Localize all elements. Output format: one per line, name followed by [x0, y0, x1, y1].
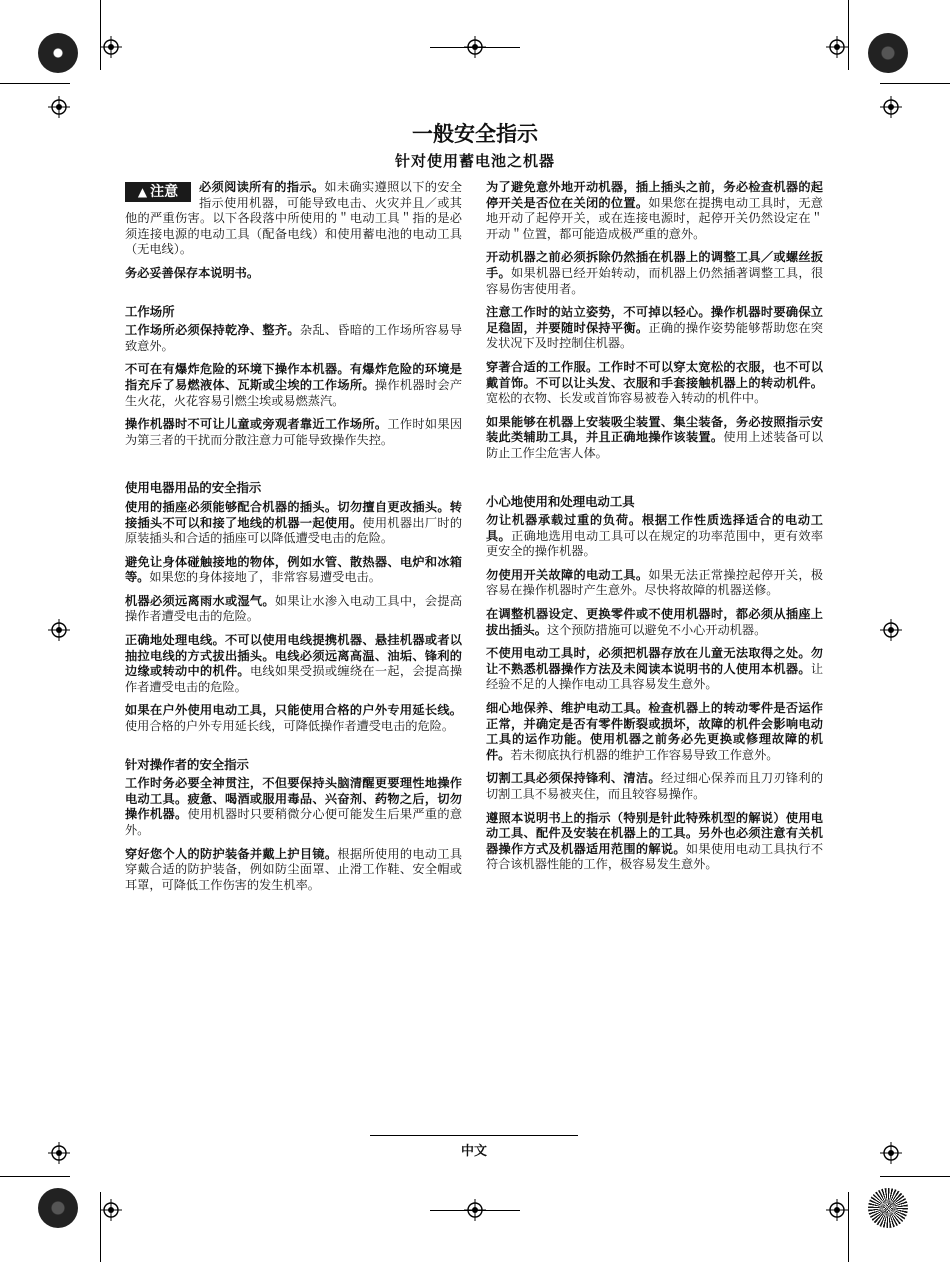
safety-paragraph: 不可在有爆炸危险的环境下操作本机器。有爆炸危险的环境是指充斥了易燃液体、瓦斯或尘埃的工作场所。操作机器时会产生火花，火花容易引燃尘埃或易燃蒸汽。: [125, 362, 463, 408]
registration-mark-icon: [464, 1199, 486, 1221]
registration-mark-icon: [100, 36, 122, 58]
page-title: 一般安全指示: [412, 122, 538, 146]
left-column: [125, 180, 462, 901]
warning-badge: [125, 182, 191, 202]
registration-mark-icon: [880, 1142, 902, 1164]
registration-mark-icon: [880, 96, 902, 118]
section-heading-work-area: 工作场所: [125, 303, 175, 319]
safety-paragraph: 避免让身体碰触接地的物体，例如水管、散热器、电炉和冰箱等。如果您的身体接地了，非常容易遭受电击。: [125, 554, 462, 585]
color-rosette-icon: [38, 1188, 78, 1228]
intro-paragraph: 必须阅读所有的指示。如未确实遵照以下的安全指示使用机器，可能导致电击、火灾并且／或其他的严重伤害。以下各段落中所使用的＂电动工具＂指的是必须连接电源的电动工具（配备电线）和使用蓄电池的电动工具（无电线）。: [125, 180, 462, 257]
safety-paragraph: 勿让机器承载过重的负荷。根据工作性质选择适合的电动工具。正确地选用电动工具可以在规定的功率范围中，更有效率更安全的操作机器。: [486, 513, 824, 559]
safety-paragraph: 注意工作时的站立姿势，不可掉以轻心。操作机器时要确保立足稳固，并要随时保持平衡。正确的操作姿势能够帮助您在突发状况下及时控制住机器。: [486, 305, 823, 351]
registration-mark-icon: [48, 96, 70, 118]
safety-paragraph: 工作场所必须保持乾净、整齐。杂乱、昏暗的工作场所容易导致意外。: [125, 323, 463, 353]
safety-paragraph: 工作时务必要全神贯注，不但要保持头脑清醒更要理性地操作电动工具。疲惫、喝酒或服用毒品、兴奋剂、药物之后，切勿操作机器。使用机器时只要稍微分心便可能发生后果严重的意外。: [125, 776, 463, 837]
keep-instructions: 务必妥善保存本说明书。: [125, 265, 260, 280]
warning-badge-label: 注意: [150, 184, 179, 200]
safety-paragraph: 在调整机器设定、更换零件或不使用机器时，都必须从插座上拔出插头。这个预防措施可以避免不小心开动机器。: [486, 607, 823, 637]
right-column: [486, 180, 823, 881]
safety-paragraph: 穿著合适的工作服。工作时不可以穿太宽松的衣服，也不可以戴首饰。不可以让头发、衣服和手套接触机器上的转动机件。宽松的衣物、长发或首饰容易被卷入转动的机件中。: [486, 359, 823, 406]
safety-paragraph: 使用的插座必须能够配合机器的插头。切勿擅自更改插头。转接插头不可以和接了地线的机器一起使用。使用机器出厂时的原装插头和合适的插座可以降低遭受电击的危险。: [125, 499, 463, 546]
color-rosette-icon: [38, 33, 78, 73]
crop-mark: [880, 83, 950, 84]
safety-paragraph: 遵照本说明书上的指示（特别是针此特殊机型的解说）使用电动工具、配件及安装在机器上的工具。另外也必须注意有关机器操作方式及机器适用范围的解说。如果使用电动工具执行不符合该机器性能的工作，极容易发生意外。: [486, 810, 824, 872]
color-rosette-icon: [868, 1188, 908, 1228]
crop-mark: [100, 0, 101, 70]
safety-paragraph: 如果能够在机器上安装吸尘装置、集尘装备，务必按照指示安装此类辅助工具，并且正确地操作该装置。使用上述装备可以防止工作尘危害人体。: [486, 414, 824, 460]
section-heading-electrical: 使用电器用品的安全指示: [125, 480, 262, 496]
crop-mark: [0, 1176, 70, 1177]
footer-language: 中文: [460, 1144, 487, 1159]
safety-paragraph: 切割工具必须保持锋利、清洁。经过细心保养而且刀刃锋利的切割工具不易被夹住，而且较容易操作。: [486, 771, 824, 801]
crop-mark: [0, 83, 70, 84]
safety-paragraph: 开动机器之前必须拆除仍然插在机器上的调整工具／或螺丝扳手。如果机器已经开始转动，而机器上仍然插著调整工具，很容易伤害使用者。: [486, 250, 824, 296]
registration-mark-icon: [880, 619, 902, 641]
safety-paragraph: 勿使用开关故障的电动工具。如果无法正常操控起停开关，极容易在操作机器时产生意外。尽快将故障的机器送修。: [486, 567, 823, 598]
crop-mark: [880, 1176, 950, 1177]
registration-mark-icon: [100, 1199, 122, 1221]
registration-mark-icon: [48, 619, 70, 641]
crop-mark: [848, 0, 849, 70]
warning-triangle-icon: ▲: [137, 185, 148, 199]
crop-mark: [848, 1192, 849, 1262]
safety-paragraph: 如果在户外使用电动工具，只能使用合格的户外专用延长线。使用合格的户外专用延长线，可降低操作者遭受电击的危险。: [125, 703, 462, 734]
footer-divider: [370, 1135, 578, 1136]
safety-paragraph: 操作机器时不可让儿童或旁观者靠近工作场所。工作时如果因为第三者的干扰而分散注意力可能导致操作失控。: [125, 417, 463, 447]
safety-paragraph: 细心地保养、维护电动工具。检查机器上的转动零件是否运作正常，并确定是否有零件断裂或损坏，故障的机件会影响电动工具的运作功能。使用机器之前务必先更换或修理故障的机件。若未彻底执行机器的维护工作容易导致工作意外。: [486, 701, 823, 762]
registration-mark-icon: [48, 1142, 70, 1164]
color-rosette-icon: [868, 33, 908, 73]
safety-paragraph: 穿好您个人的防护装备并戴上护目镜。根据所使用的电动工具穿戴合适的防护装备，例如防尘面罩、止滑工作鞋、安全帽或耳罩，可降低工作伤害的发生机率。: [125, 846, 463, 892]
safety-paragraph: 正确地处理电线。不可以使用电线提携机器、悬挂机器或者以抽拉电线的方式拔出插头。电线必须远离高温、油垢、锋利的边缘或转动中的机件。电线如果受损或缠绕在一起，会提高操作者遭受电击的危险。: [125, 633, 463, 694]
safety-paragraph: 机器必须远离雨水或湿气。如果让水渗入电动工具中，会提高操作者遭受电击的危险。: [125, 593, 463, 624]
section-heading-personal: 针对操作者的安全指示: [125, 756, 249, 772]
registration-mark-icon: [826, 1199, 848, 1221]
registration-mark-icon: [464, 36, 486, 58]
page-subtitle: 针对使用蓄电池之机器: [394, 152, 555, 170]
safety-paragraph: 不使用电动工具时，必须把机器存放在儿童无法取得之处。勿让不熟悉机器操作方法及未阅读本说明书的人使用本机器。让经验不足的人操作电动工具容易发生意外。: [486, 646, 823, 692]
safety-paragraph: 为了避免意外地开动机器，插上插头之前，务必检查机器的起停开关是否位在关闭的位置。如果您在提携电动工具时，无意地开动了起停开关，或在连接电源时，起停开关仍然设定在＂开动＂位置，都可能造成极严重的意外。: [486, 180, 823, 241]
registration-mark-icon: [826, 36, 848, 58]
section-heading-tool-use: 小心地使用和处理电动工具: [486, 493, 635, 509]
